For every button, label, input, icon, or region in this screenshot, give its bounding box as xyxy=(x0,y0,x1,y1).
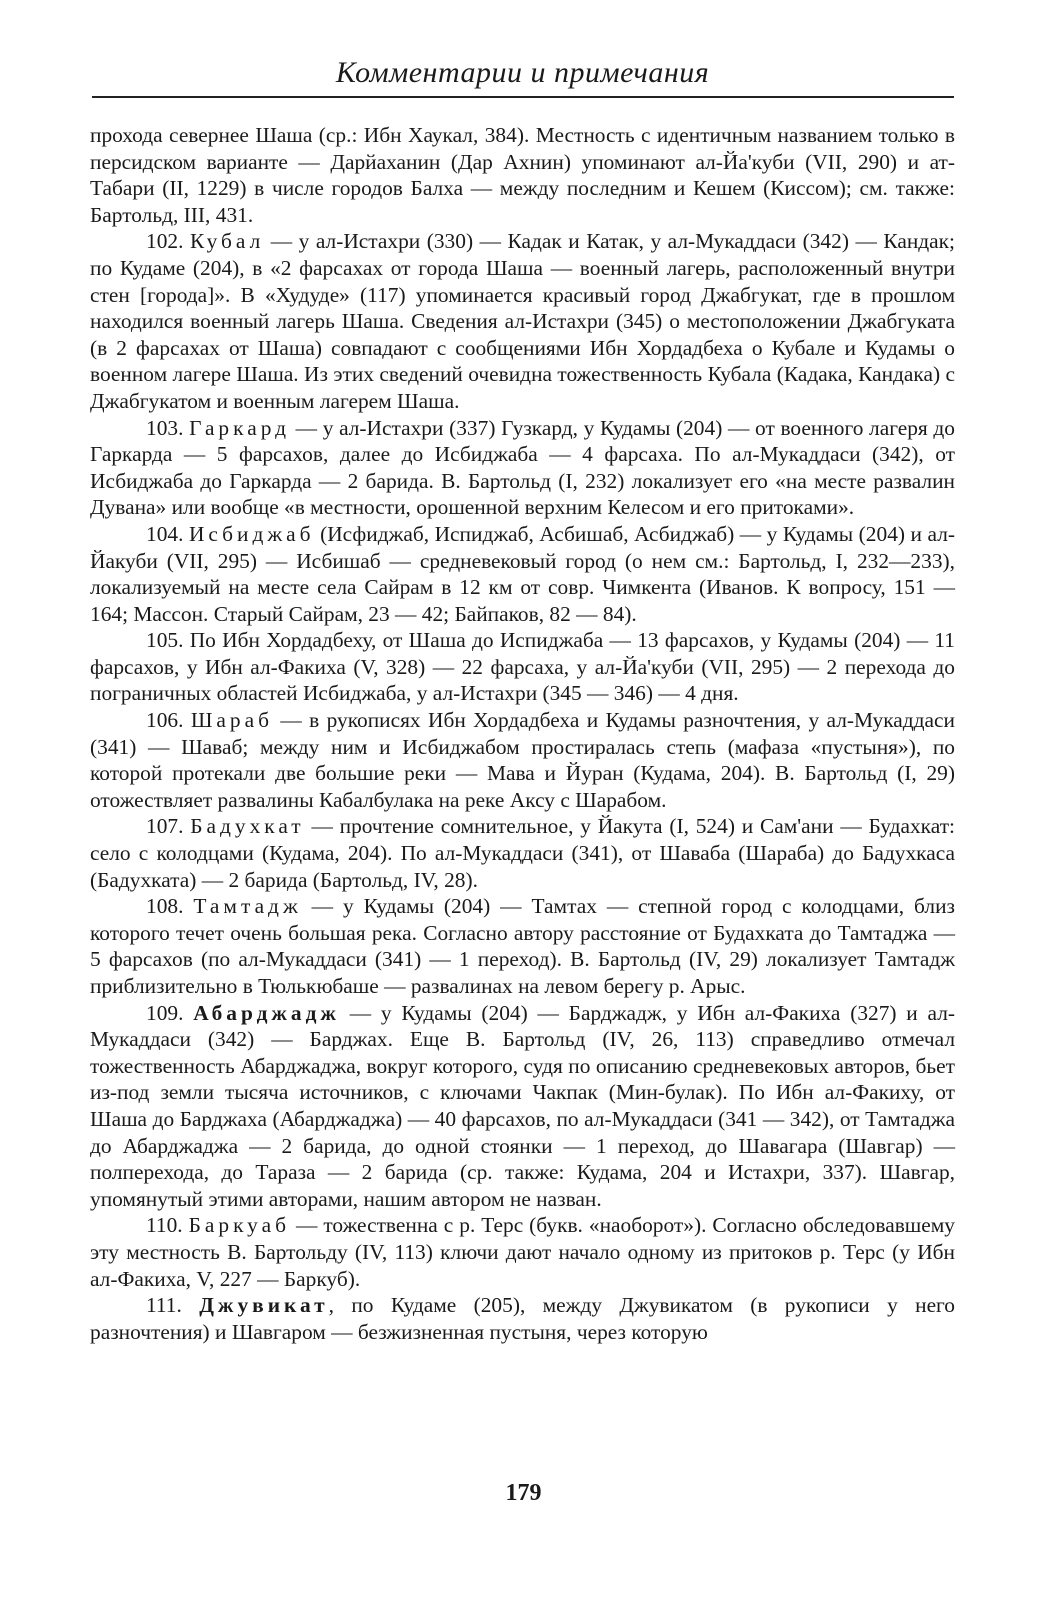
paragraph-continuation xyxy=(90,122,955,228)
entry-text: По Ибн Хордадбеху, от Шаша до Испиджаба — 13 фарсахов, у Кудамы (204) — 11 фарсахов, у Ибн ал-Факиха (V, 328) — 22 фарсаха, у ал-Йа'куби (VII, 295) — 2 перехода до пограничных областей Исбиджаба, у ал-Истахри (345 — 346) — 4 дня. xyxy=(90,628,955,706)
entry-term: Бадухкат xyxy=(190,814,305,839)
entry-number: 108. xyxy=(146,894,184,919)
entry-105 xyxy=(90,627,955,707)
entry-text: — тожественна с р. Терс (букв. «наоборот»). Согласно обследовавшему эту местность В. Бартольду (IV, 113) ключи дают начало одному из притоков р. Терс (у Ибн ал-Факиха, V, 227 — Баркуб). xyxy=(90,1213,955,1291)
paragraph-text: прохода севернее Шаша (ср.: Ибн Хаукал, 384). Местность с идентичным названием только в персидском варианте — Дарйаханин (Дар Ахнин) упоминают ал-Йа'куби (VII, 290) и ат-Табари (II, 1229) в числе городов Балха — между последним и Кешем (Киссом); см. также: Бартольд, III, 431. xyxy=(90,123,955,227)
entry-term: Джувикат xyxy=(199,1293,329,1318)
entry-term: Тамтадж xyxy=(193,894,302,919)
entry-number: 107. xyxy=(146,814,184,839)
entry-number: 104. xyxy=(146,521,184,546)
entry-text: — у ал-Истахри (330) — Кадак и Катак, у ал-Мукаддаси (342) — Кандак; по Кудаме (204), в «2 фарсахах от города Шаша — военный лагерь, расположенный внутри стен [города]». В «Худуде» (117) упоминается красивый город Джабгукат, где в прошлом находился военный лагерь Шаша. Сведения ал-Истахри (345) о местоположении Джабгуката (в 2 фарсахах от Шаша) совпадают с сообщениями Ибн Хордадбеха о Кубале и Кудамы о военном лагере Шаша. Из этих сведений очевидна тожественность Кубала (Кадака, Кандака) с Джабгукатом и военным лагерем Шаша. xyxy=(90,229,955,413)
entry-109 xyxy=(90,1000,955,1213)
page-number: 179 xyxy=(505,1480,542,1506)
entry-number: 103. xyxy=(146,415,184,440)
body-text xyxy=(90,122,955,1345)
entry-number: 109. xyxy=(146,1000,184,1025)
entry-text: — у Кудамы (204) — Барджадж, у Ибн ал-Факиха (327) и ал-Мукаддаси (342) — Барджах. Еще В. Бартольд (IV, 26, 113) справедливо отмечал тожественность Абарджаджа, вокруг которого, судя по описанию средневековых авторов, бьет из-под земли тысяча источников, с ключами Чакпак (Мин-булак). По Ибн ал-Факиху, от Шаша до Барджаха (Абарджаджа) — 40 фарсахов, по ал-Мукаддаси (341 — 342), от Тамтаджа до Абарджаджа — 2 барида, до одной стоянки — 1 переход, до Шавагара (Шавгар) — полперехода, до Тараза — 2 барида (ср. также: Кудама, 204 и Истахри, 337). Шавгар, упомянутый этими авторами, нашим автором не назван. xyxy=(90,1000,955,1211)
entry-103 xyxy=(90,415,955,521)
entry-term: Абарджадж xyxy=(193,1000,340,1025)
entry-107 xyxy=(90,813,955,893)
header-rule xyxy=(92,96,954,98)
entry-term: Кубал xyxy=(189,229,265,254)
entry-111 xyxy=(90,1292,955,1345)
entry-106 xyxy=(90,707,955,813)
entry-term: Исбиджаб xyxy=(188,521,315,546)
entry-102 xyxy=(90,228,955,414)
entry-104 xyxy=(90,521,955,627)
entry-text: — в рукописях Ибн Хордадбеха и Кудамы разночтения, у ал-Мукаддаси (341) — Шаваб; между ним и Исбиджабом простиралась степь (мафаза «пустыня»), по которой протекали две большие реки — Мава и Йуран (Кудама, 204). В. Бартольд (I, 29) отожествляет развалины Кабалбулака на реке Аксу с Шарабом. xyxy=(90,708,955,812)
entry-text: — прочтение сомнительное, у Йакута (I, 524) и Сам'ани — Будахкат: село с колодцами (Кудама, 204). По ал-Мукаддаси (341), от Шаваба (Шараба) до Бадухкаса (Бадухката) — 2 барида (Бартольд, IV, 28). xyxy=(90,814,955,892)
entry-number: 106. xyxy=(146,708,184,733)
entry-text: (Исфиджаб, Испиджаб, Асбишаб, Асбиджаб) — у Кудамы (204) и ал-Йакуби (VII, 295) — Исбишаб — средневековый город (о нем см.: Бартольд, I, 232—233), локализуемый на месте села Сайрам в 12 км от совр. Чимкента (Иванов. К вопросу, 151 — 164; Массон. Старый Сайрам, 23 — 42; Байпаков, 82 — 84). xyxy=(90,521,955,626)
entry-number: 105. xyxy=(146,628,184,653)
running-head: Комментарии и примечания xyxy=(335,56,710,89)
entry-number: 102. xyxy=(146,229,184,254)
entry-110 xyxy=(90,1212,955,1292)
entry-number: 110. xyxy=(146,1213,183,1238)
entry-text: — у ал-Истахри (337) Гузкард, у Кудамы (204) — от военного лагеря до Гаркарда — 5 фарсахов, далее до Исбиджаба — 4 фарсаха. По ал-Мукаддаси (342), от Исбиджаба до Гаркарда — 2 барида. В. Бартольд (I, 232) локализует его «на месте развалин Дувана» или вообще «в местности, орошенной верхним Келесом и его притоками». xyxy=(90,415,955,520)
entry-text: — у Кудамы (204) — Тамтах — степной город с колодцами, близ которого течет очень большая река. Согласно автору расстояние от Будахката до Тамтаджа — 5 фарсахов (по ал-Мукаддаси (341) — 1 переход). В. Бартольд (IV, 29) локализует Тамтадж приблизительно в Тюлькюбаше — развалинах на левом берегу р. Арыс. xyxy=(90,894,955,998)
entry-text: , по Кудаме (205), между Джувикатом (в рукописи у него разночтения) и Шавгаром — безжизненная пустыня, через которую xyxy=(90,1293,955,1344)
entry-number: 111. xyxy=(146,1293,182,1318)
entry-term: Гаркард xyxy=(189,415,290,440)
entry-108 xyxy=(90,893,955,999)
entry-term: Баркуаб xyxy=(188,1213,290,1238)
entry-term: Шараб xyxy=(190,708,273,733)
